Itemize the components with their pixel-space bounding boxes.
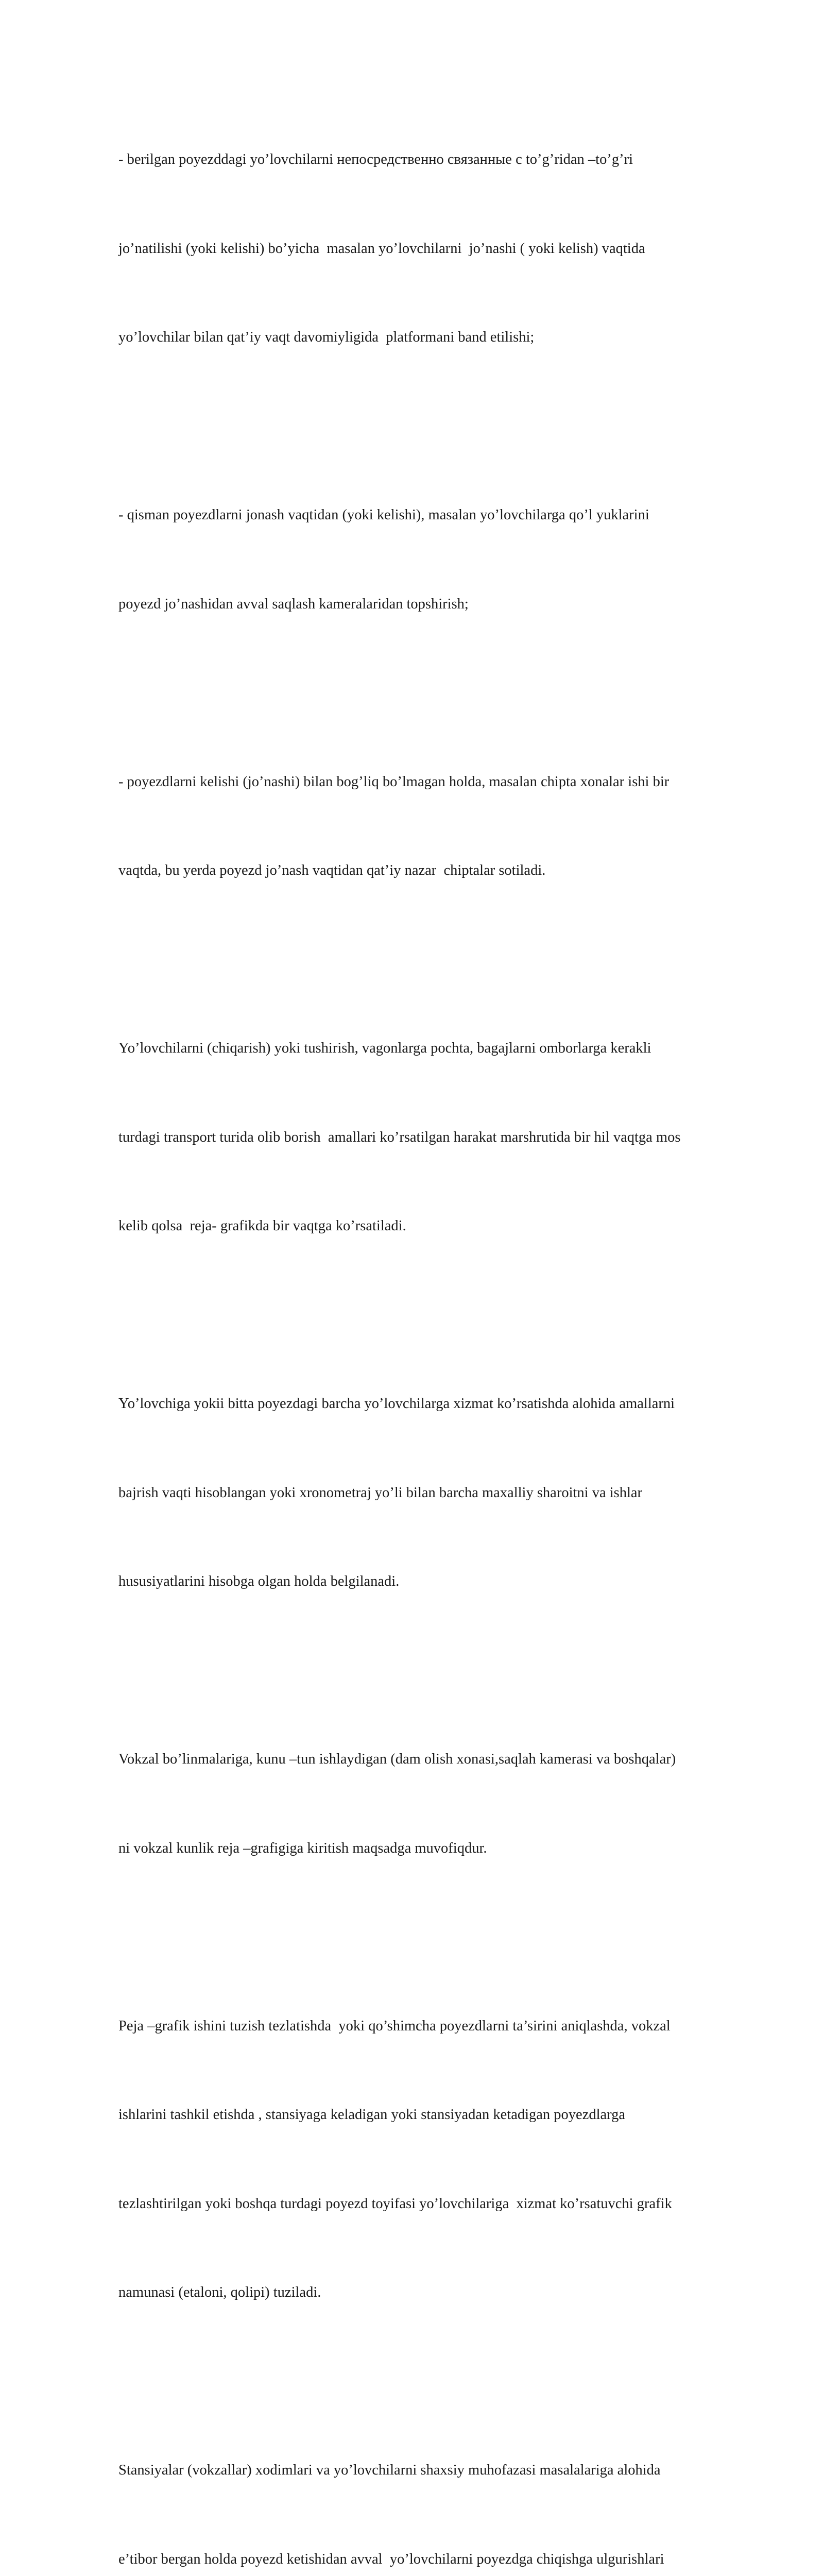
text-line: hususiyatlarini hisobga olgan holda belgilanadi. — [118, 1573, 400, 1589]
text-line: tezlashtirilgan yoki boshqa turdagi poyezd toyifasi yo’lovchilariga xizmat ko’rsatuvchi grafik — [118, 2195, 672, 2212]
document-body — [118, 86, 762, 2576]
paragraph-2 — [118, 441, 762, 678]
paragraph-6 — [118, 1685, 762, 1922]
text-line: namunasi (etaloni, qolipi) tuziladi. — [118, 2284, 321, 2300]
text-line: Peja –grafik ishini tuzish tezlatishda yoki qo’shimcha poyezdlarni ta’sirini aniqlashda, vokzal — [118, 2018, 671, 2034]
text-line: ishlarini tashkil etishda , stansiyaga keladigan yoki stansiyadan ketadigan poyezdlarga — [118, 2107, 626, 2123]
text-line: Yo’lovchiga yokii bitta poyezdagi barcha yo’lovchilarga xizmat ko’rsatishda alohida amallarni — [118, 1396, 675, 1412]
text-line: poyezd jo’nashidan avval saqlash kameralaridan topshirish; — [118, 596, 469, 612]
paragraph-3 — [118, 708, 762, 945]
text-line: e’tibor bergan holda poyezd ketishidan avval yo’lovchilarni poyezdga chiqishga ulgurishlari — [118, 2551, 664, 2567]
paragraph-8 — [118, 2396, 762, 2576]
text-line: - berilgan poyezddagi yo’lovchilarni непосредственно связанные с to’g’ridan –to’g’ri — [118, 151, 633, 167]
text-line: Stansiyalar (vokzallar) xodimlari va yo’lovchilarni shaxsiy muhofazasi masalalariga alohida — [118, 2462, 661, 2478]
paragraph-1 — [118, 86, 762, 412]
text-line: turdagi transport turida olib borish amallari ko’rsatilgan harakat marshrutida bir hil vaqtga mos — [118, 1129, 681, 1145]
text-line: yo’lovchilar bilan qat’iy vaqt davomiyligida platformani band etilishi; — [118, 329, 535, 345]
paragraph-4 — [118, 974, 762, 1300]
paragraph-5 — [118, 1330, 762, 1656]
text-line: jo’natilishi (yoki kelishi) bo’yicha masalan yo’lovchilarni jo’nashi ( yoki kelish) vaqtida — [118, 240, 645, 257]
text-line: Yo’lovchilarni (chiqarish) yoki tushirish, vagonlarga pochta, bagajlarni omborlarga kerakli — [118, 1040, 651, 1056]
paragraph-7 — [118, 1952, 762, 2367]
text-line: - qisman poyezdlarni jonash vaqtidan (yoki kelishi), masalan yo’lovchilarga qo’l yuklarini — [118, 507, 649, 523]
text-line: - poyezdlarni kelishi (jo’nashi) bilan bog’liq bo’lmagan holda, masalan chipta xonalar ishi bir — [118, 773, 670, 790]
text-line: vaqtda, bu yerda poyezd jo’nash vaqtidan qat’iy nazar chiptalar sotiladi. — [118, 862, 546, 878]
text-line: ni vokzal kunlik reja –grafigiga kiritish maqsadga muvofiqdur. — [118, 1840, 487, 1856]
text-line: Vokzal bo’linmalariga, kunu –tun ishlaydigan (dam olish xonasi,saqlah kamerasi va boshqalar) — [118, 1751, 676, 1767]
text-line: kelib qolsa reja- grafikda bir vaqtga ko’rsatiladi. — [118, 1218, 406, 1234]
text-line: bajrish vaqti hisoblangan yoki xronometraj yo’li bilan barcha maxalliy sharoitni va ishlar — [118, 1484, 643, 1501]
